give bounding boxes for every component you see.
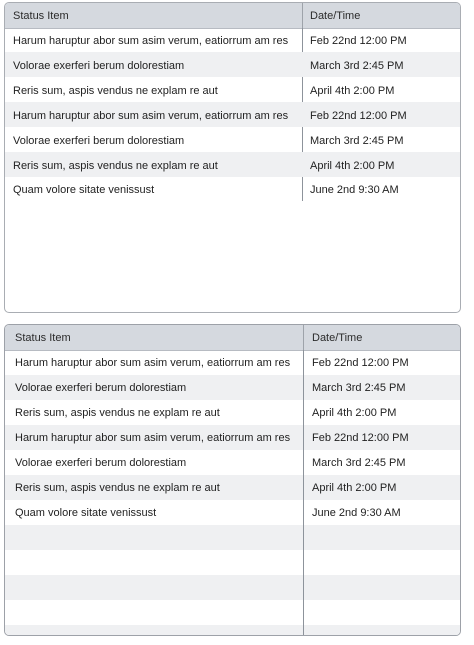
status-cell: Harum haruptur abor sum asim verum, eatiorrum am res [15, 432, 291, 444]
datetime-cell: Feb 22nd 12:00 PM [312, 357, 409, 369]
datetime-cell: Feb 22nd 12:00 PM [310, 35, 407, 47]
datetime-cell: April 4th 2:00 PM [312, 482, 397, 494]
status-cell: Volorae exerferi berum dolorestiam [13, 135, 185, 147]
status-cell: Volorae exerferi berum dolorestiam [13, 60, 185, 72]
status-table-2 [4, 324, 461, 636]
column-header-datetime[interactable]: Date/Time [312, 332, 363, 344]
status-cell: Reris sum, aspis vendus ne explam re aut [15, 407, 220, 419]
status-cell: Quam volore sitate venissust [15, 507, 157, 519]
datetime-cell: Feb 22nd 12:00 PM [312, 432, 409, 444]
column-divider [303, 350, 304, 636]
status-cell: Volorae exerferi berum dolorestiam [15, 457, 187, 469]
table-row[interactable] [5, 475, 460, 500]
status-table-1 [4, 2, 461, 313]
status-cell: Harum haruptur abor sum asim verum, eatiorrum am res [15, 357, 291, 369]
table-row[interactable] [5, 375, 460, 400]
datetime-cell: June 2nd 9:30 AM [312, 507, 401, 519]
datetime-cell: Feb 22nd 12:00 PM [310, 110, 407, 122]
table-row[interactable] [5, 28, 460, 52]
datetime-cell: March 3rd 2:45 PM [310, 135, 404, 147]
column-separator[interactable] [303, 325, 304, 350]
datetime-cell: March 3rd 2:45 PM [312, 457, 406, 469]
status-cell: Harum haruptur abor sum asim verum, eatiorrum am res [13, 35, 289, 47]
table-row[interactable] [5, 350, 460, 375]
datetime-cell: June 2nd 9:30 AM [310, 184, 399, 196]
status-cell: Reris sum, aspis vendus ne explam re aut [13, 160, 218, 172]
table-row[interactable] [5, 177, 460, 201]
table-row[interactable] [5, 400, 460, 425]
table-row[interactable] [5, 102, 460, 127]
empty-row [5, 575, 460, 600]
datetime-cell: April 4th 2:00 PM [310, 160, 395, 172]
datetime-cell: April 4th 2:00 PM [310, 85, 395, 97]
status-cell: Harum haruptur abor sum asim verum, eatiorrum am res [13, 110, 289, 122]
table-row[interactable] [5, 500, 460, 525]
status-cell: Volorae exerferi berum dolorestiam [15, 382, 187, 394]
table-row[interactable] [5, 425, 460, 450]
table-row[interactable] [5, 450, 460, 475]
empty-row [5, 625, 460, 636]
datetime-cell: April 4th 2:00 PM [312, 407, 397, 419]
status-cell: Reris sum, aspis vendus ne explam re aut [15, 482, 220, 494]
column-header-datetime[interactable]: Date/Time [310, 10, 361, 22]
column-header-status[interactable]: Status Item [13, 10, 69, 22]
column-separator[interactable] [302, 3, 303, 28]
table-header [5, 325, 460, 351]
status-cell: Reris sum, aspis vendus ne explam re aut [13, 85, 218, 97]
table-row[interactable] [5, 52, 460, 77]
status-cell: Quam volore sitate venissust [13, 184, 155, 196]
datetime-cell: March 3rd 2:45 PM [312, 382, 406, 394]
empty-row [5, 525, 460, 550]
table-row[interactable] [5, 77, 460, 102]
empty-row [5, 600, 460, 625]
column-header-status[interactable]: Status Item [15, 332, 71, 344]
datetime-cell: March 3rd 2:45 PM [310, 60, 404, 72]
table-row[interactable] [5, 152, 460, 177]
table-row[interactable] [5, 127, 460, 152]
table-header [5, 3, 460, 29]
empty-row [5, 550, 460, 575]
